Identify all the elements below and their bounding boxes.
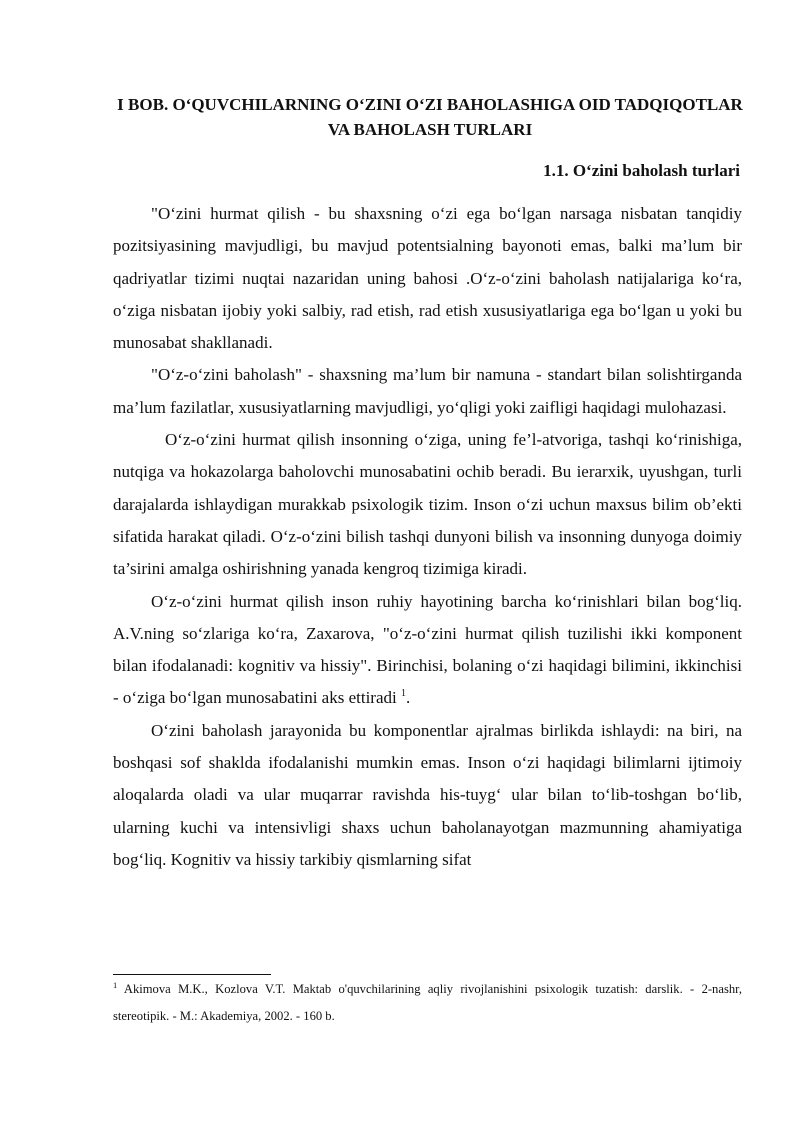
paragraph-2: "O‘z-o‘zini baholash" - shaxsning ma’lum bir namuna - standart bilan solishtirganda ma’lum fazilatlar, xususiyatlarning mavjudligi, yo‘qligi yoki zaifligi haqidagi mulohazasi. [113, 365, 742, 417]
footnote-separator [113, 974, 271, 975]
paragraph-4-end: . [405, 688, 411, 708]
paragraph-5: O‘zini baholash jarayonida bu komponentlar ajralmas birlikda ishlaydi: na biri, na boshqasi sof shaklda ifodalanishi mumkin emas. Inson o‘zi haqidagi bilimlarni ijtimoiy aloqalarda oladi va ular muqarrar ravishda his-tuyg‘ ular bilan to‘lib-toshgan bo‘lib, ularning kuchi va intensivligi shaxs uchun baholanayotgan mazmunning ahamiyatiga bog‘liq. Kognitiv va hissiy tarkibiy qismlarning sifat [113, 720, 742, 869]
footnote-text: Akimova M.K., Kozlova V.T. Maktab o'quvchilarining aqliy rivojlanishini psixologik tuzatish: darslik. - 2-nashr, stereotipik. - M.: Akademiya, 2002. - 160 b. [113, 982, 742, 1023]
paragraph-4-text: O‘z-o‘zini hurmat qilish inson ruhiy hayotining barcha ko‘rinishlari bilan bog‘liq. A.V.ning so‘zlariga ko‘ra, Zaxarova, "o‘z-o‘zini hurmat qilish tuzilishi ikki komponent bilan ifodalanadi: kognitiv va hissiy". Birinchisi, bolaning o‘zi haqidagi bilimini, ikkinchisi - o‘ziga bo‘lgan munosabatini aks ettiradi [113, 591, 742, 708]
section-title: 1.1. O‘zini baholash turlari [543, 161, 740, 180]
paragraph-4 [113, 586, 742, 715]
paragraph-1: "O‘zini hurmat qilish - bu shaxsning o‘zi ega bo‘lgan narsaga nisbatan tanqidiy pozitsiyasining mavjudligi, bu mavjud potentsialning bayonoti emas, balki ma’lum bir qadriyatlar tizimi nuqtai nazaridan uning bahosi .O‘z-o‘zini baholash natijalariga ko‘ra, o‘ziga nisbatan ijobiy yoki salbiy, rad etish, rad etish xususiyatlariga ega bo‘lgan u yoki bu munosabat shakllanadi. [113, 204, 742, 353]
footnote [113, 976, 742, 1030]
footnote-reference[interactable]: 1 [400, 688, 406, 700]
body-text [113, 198, 742, 876]
footnote-number: 1 [113, 980, 118, 990]
chapter-title: I BOB. O‘QUVCHILARNING O‘ZINI O‘ZI BAHOLASHIGA OID TADQIQOTLAR VA BAHOLASH TURLARI [117, 95, 743, 139]
paragraph-3: O‘z-o‘zini hurmat qilish insonning o‘ziga, uning fe’l-atvoriga, tashqi ko‘rinishiga, nutqiga va hokazolarga baholovchi munosabatini ochib beradi. Bu ierarxik, uyushgan, turli darajalarda ishlaydigan murakkab psixologik tizim. Inson o‘zi uchun maxsus bilim ob’ekti sifatida harakat qiladi. O‘z-o‘zini bilish tashqi dunyoni bilish va insonning dunyoga doimiy ta’sirini amalga oshirishning yanada kengroq tizimiga kiradi. [113, 430, 742, 579]
